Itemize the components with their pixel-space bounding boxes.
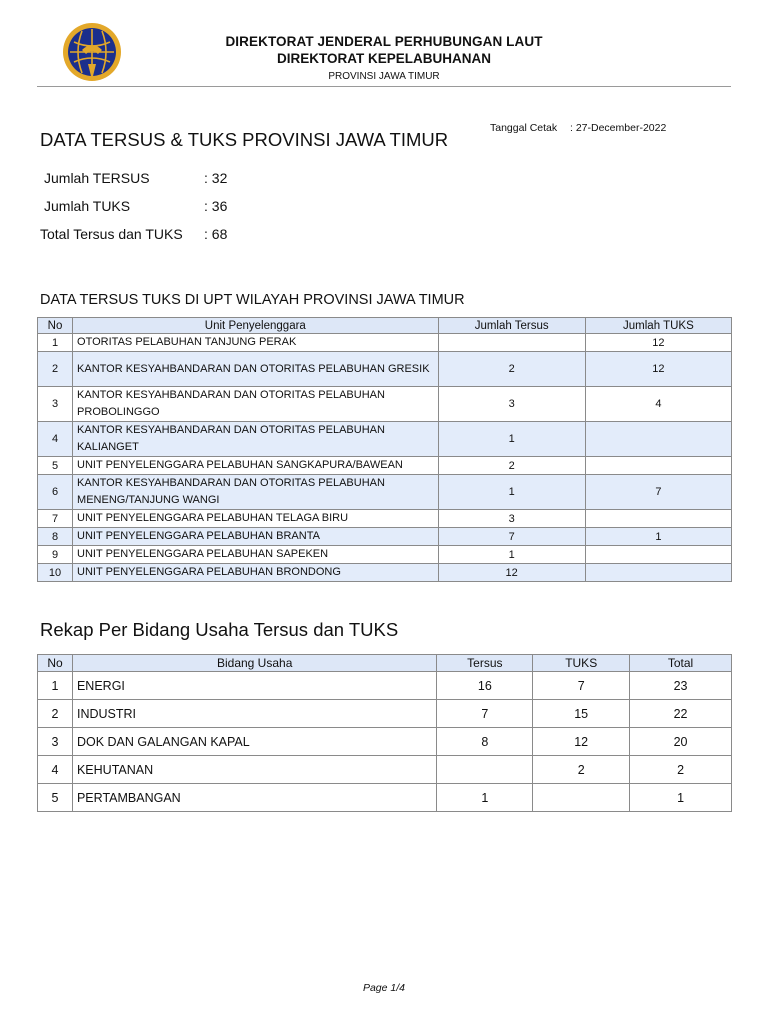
row-tuks — [533, 784, 630, 812]
row-no: 7 — [38, 510, 73, 528]
table-row — [38, 387, 732, 422]
table-row — [38, 700, 732, 728]
row-no: 6 — [38, 475, 73, 510]
row-tersus: 7 — [437, 700, 533, 728]
summary-value-total: : 68 — [204, 226, 228, 242]
col-header-no: No — [38, 655, 73, 672]
rekap-table-title: Rekap Per Bidang Usaha Tersus dan TUKS — [40, 619, 399, 640]
row-jumlah-tersus: 1 — [438, 422, 585, 457]
row-tuks: 15 — [533, 700, 630, 728]
row-jumlah-tuks — [585, 564, 731, 582]
upt-table — [37, 317, 732, 582]
row-jumlah-tersus: 3 — [438, 387, 585, 422]
row-no: 4 — [38, 756, 73, 784]
header-line-3: PROVINSI JAWA TIMUR — [328, 71, 440, 82]
row-unit: KANTOR KESYAHBANDARAN DAN OTORITAS PELABUHAN PROBOLINGGO — [73, 387, 439, 422]
summary-label-tuks: Jumlah TUKS — [44, 198, 131, 214]
row-total: 23 — [630, 672, 732, 700]
row-jumlah-tersus: 1 — [438, 546, 585, 564]
header-divider — [37, 86, 731, 87]
row-jumlah-tersus — [438, 334, 585, 352]
summary-label-total: Total Tersus dan TUKS — [40, 226, 183, 242]
table-row — [38, 728, 732, 756]
header-line-2: DIREKTORAT KEPELABUHANAN — [276, 51, 491, 66]
row-no: 5 — [38, 457, 73, 475]
row-tersus — [437, 756, 533, 784]
print-date-value: : 27-December-2022 — [570, 122, 667, 134]
row-unit: UNIT PENYELENGGARA PELABUHAN SAPEKEN — [73, 546, 439, 564]
row-total: 2 — [630, 756, 732, 784]
table-row — [38, 672, 732, 700]
row-tersus: 8 — [437, 728, 533, 756]
row-jumlah-tuks — [585, 422, 731, 457]
upt-table-header — [38, 318, 732, 334]
col-header-jumlah-tersus: Jumlah Tersus — [438, 318, 585, 334]
table-row — [38, 784, 732, 812]
table-row — [38, 475, 732, 510]
table-row — [38, 334, 732, 352]
row-bidang-usaha: PERTAMBANGAN — [72, 784, 436, 812]
row-tuks: 7 — [533, 672, 630, 700]
row-jumlah-tuks: 4 — [585, 387, 731, 422]
row-no: 5 — [38, 784, 73, 812]
table-row — [38, 457, 732, 475]
row-no: 1 — [38, 334, 73, 352]
row-unit: KANTOR KESYAHBANDARAN DAN OTORITAS PELABUHAN GRESIK — [73, 352, 439, 387]
table-row — [38, 546, 732, 564]
row-jumlah-tersus: 3 — [438, 510, 585, 528]
row-jumlah-tuks: 1 — [585, 528, 731, 546]
row-no: 3 — [38, 728, 73, 756]
row-jumlah-tuks — [585, 457, 731, 475]
col-header-total: Total — [630, 655, 732, 672]
row-jumlah-tuks — [585, 510, 731, 528]
col-header-bidang-usaha: Bidang Usaha — [72, 655, 436, 672]
row-unit: UNIT PENYELENGGARA PELABUHAN TELAGA BIRU — [73, 510, 439, 528]
row-unit: KANTOR KESYAHBANDARAN DAN OTORITAS PELABUHAN KALIANGET — [73, 422, 439, 457]
row-no: 9 — [38, 546, 73, 564]
row-no: 8 — [38, 528, 73, 546]
table-row — [38, 422, 732, 457]
document-title: DATA TERSUS & TUKS PROVINSI JAWA TIMUR — [40, 129, 449, 150]
row-bidang-usaha: INDUSTRI — [72, 700, 436, 728]
table-row — [38, 564, 732, 582]
row-no: 1 — [38, 672, 73, 700]
col-header-unit: Unit Penyelenggara — [73, 318, 439, 334]
col-header-tersus: Tersus — [437, 655, 533, 672]
row-no: 4 — [38, 422, 73, 457]
row-tersus: 1 — [437, 784, 533, 812]
col-header-jumlah-tuks: Jumlah TUKS — [585, 318, 731, 334]
summary-label-tersus: Jumlah TERSUS — [44, 170, 150, 186]
header-line-1: DIREKTORAT JENDERAL PERHUBUNGAN LAUT — [225, 34, 543, 49]
row-total: 1 — [630, 784, 732, 812]
row-no: 10 — [38, 564, 73, 582]
table-row — [38, 510, 732, 528]
summary-value-tersus: : 32 — [204, 170, 228, 186]
row-jumlah-tersus: 2 — [438, 457, 585, 475]
row-unit: KANTOR KESYAHBANDARAN DAN OTORITAS PELABUHAN MENENG/TANJUNG WANGI — [73, 475, 439, 510]
table-row — [38, 352, 732, 387]
row-bidang-usaha: ENERGI — [72, 672, 436, 700]
row-unit: OTORITAS PELABUHAN TANJUNG PERAK — [73, 334, 439, 352]
rekap-table-header — [38, 655, 732, 672]
row-tuks: 12 — [533, 728, 630, 756]
row-no: 2 — [38, 700, 73, 728]
row-jumlah-tersus: 1 — [438, 475, 585, 510]
row-tuks: 2 — [533, 756, 630, 784]
row-no: 2 — [38, 352, 73, 387]
row-jumlah-tersus: 7 — [438, 528, 585, 546]
rekap-table — [37, 654, 732, 812]
row-total: 20 — [630, 728, 732, 756]
row-jumlah-tersus: 2 — [438, 352, 585, 387]
row-unit: UNIT PENYELENGGARA PELABUHAN SANGKAPURA/BAWEAN — [73, 457, 439, 475]
table-row — [38, 756, 732, 784]
col-header-tuks: TUKS — [533, 655, 630, 672]
row-jumlah-tuks: 7 — [585, 475, 731, 510]
row-jumlah-tersus: 12 — [438, 564, 585, 582]
row-jumlah-tuks — [585, 546, 731, 564]
row-jumlah-tuks: 12 — [585, 334, 731, 352]
col-header-no: No — [38, 318, 73, 334]
row-unit: UNIT PENYELENGGARA PELABUHAN BRONDONG — [73, 564, 439, 582]
page-number: Page 1/4 — [362, 982, 406, 994]
row-bidang-usaha: DOK DAN GALANGAN KAPAL — [72, 728, 436, 756]
summary-value-tuks: : 36 — [204, 198, 228, 214]
print-date-label: Tanggal Cetak — [490, 122, 558, 134]
row-jumlah-tuks: 12 — [585, 352, 731, 387]
row-total: 22 — [630, 700, 732, 728]
row-tersus: 16 — [437, 672, 533, 700]
row-unit: UNIT PENYELENGGARA PELABUHAN BRANTA — [73, 528, 439, 546]
table-row — [38, 528, 732, 546]
upt-table-title: DATA TERSUS TUKS DI UPT WILAYAH PROVINSI JAWA TIMUR — [40, 292, 465, 308]
row-bidang-usaha: KEHUTANAN — [72, 756, 436, 784]
row-no: 3 — [38, 387, 73, 422]
